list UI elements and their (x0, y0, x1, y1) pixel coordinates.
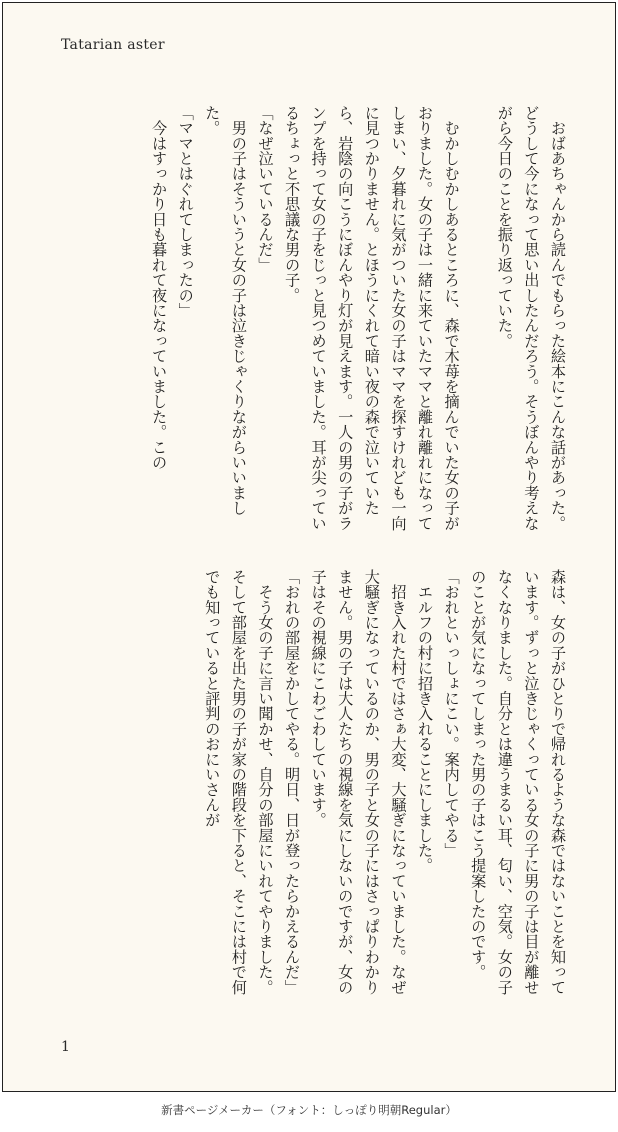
paragraph: むかしむかしあるところに、森で木苺を摘んでいた女の子がおりました。女の子は一緒に来ていたママと離れ離れになってしまい、夕暮れに気がついた女の子はママを探すけれども一向に見つかりません。とほうにくれて暗い夜の森で泣いていたら、岩陰の向こうにぼんやり灯が見えます。一人の男の子がランプを持って女の子をじっと見つめていました。耳が尖っているちょっと不思議な男の子。 (283, 105, 461, 531)
blank-line (465, 105, 492, 545)
page-number: 1 (61, 1039, 70, 1055)
text-column-bottom (61, 569, 571, 1009)
paragraph: そう女の子に言い聞かせ、自分の部屋にいれてやりました。そして部屋を出た男の子が家の階段を下ると、そこには村で何でも知っていると評判のおにいさんが (203, 569, 275, 995)
page-title: Tatarian aster (61, 37, 165, 53)
paragraph: 男の子はそういうと女の子は泣きじゃくりながらいいました。 (203, 105, 248, 516)
paragraph: エルフの村に招き入れることにしました。 (416, 569, 435, 873)
paragraph: おばあちゃんから読んでもらった絵本にこんな話があった。どうして今になって思い出したんだろう。そうぼんやり考えながら今日のことを振り返っていた。 (495, 105, 567, 531)
text-column-top (61, 105, 571, 545)
book-page (2, 2, 616, 1092)
dialogue-line: 「おれの部屋をかしてやる。明日、日が登ったらかえるんだ」 (283, 569, 302, 995)
dialogue-line: 「おれといっしょにこい。案内してやる」 (442, 569, 461, 858)
paragraph: 今はすっかり日も暮れて夜になっていました。この (150, 105, 169, 470)
paragraph: 招き入れた村ではさぁ大変、大騒ぎになっていました。なぜ大騒ぎになっているのか、男の子と女の子にはさっぱりわかりません。男の子は大人たちの視線を気にしないのですが、女の子はその視線にこわごわしています。 (309, 569, 408, 995)
dialogue-line: 「なぜ泣いているんだ」 (256, 105, 275, 273)
paragraph: 森は、女の子がひとりで帰れるような森ではないことを知っています。ずっと泣きじゃくっている女の子に男の子は目が離せなくなりました。自分とは違うまるい耳、匂い、空気。女の子のことが気になってしまった男の子はこう提案したのです。 (469, 569, 567, 995)
dialogue-line: 「ママとはぐれてしまったの」 (176, 105, 195, 318)
footer-credit: 新書ページメーカー（フォント：しっぽり明朝Regular） (161, 1103, 457, 1117)
